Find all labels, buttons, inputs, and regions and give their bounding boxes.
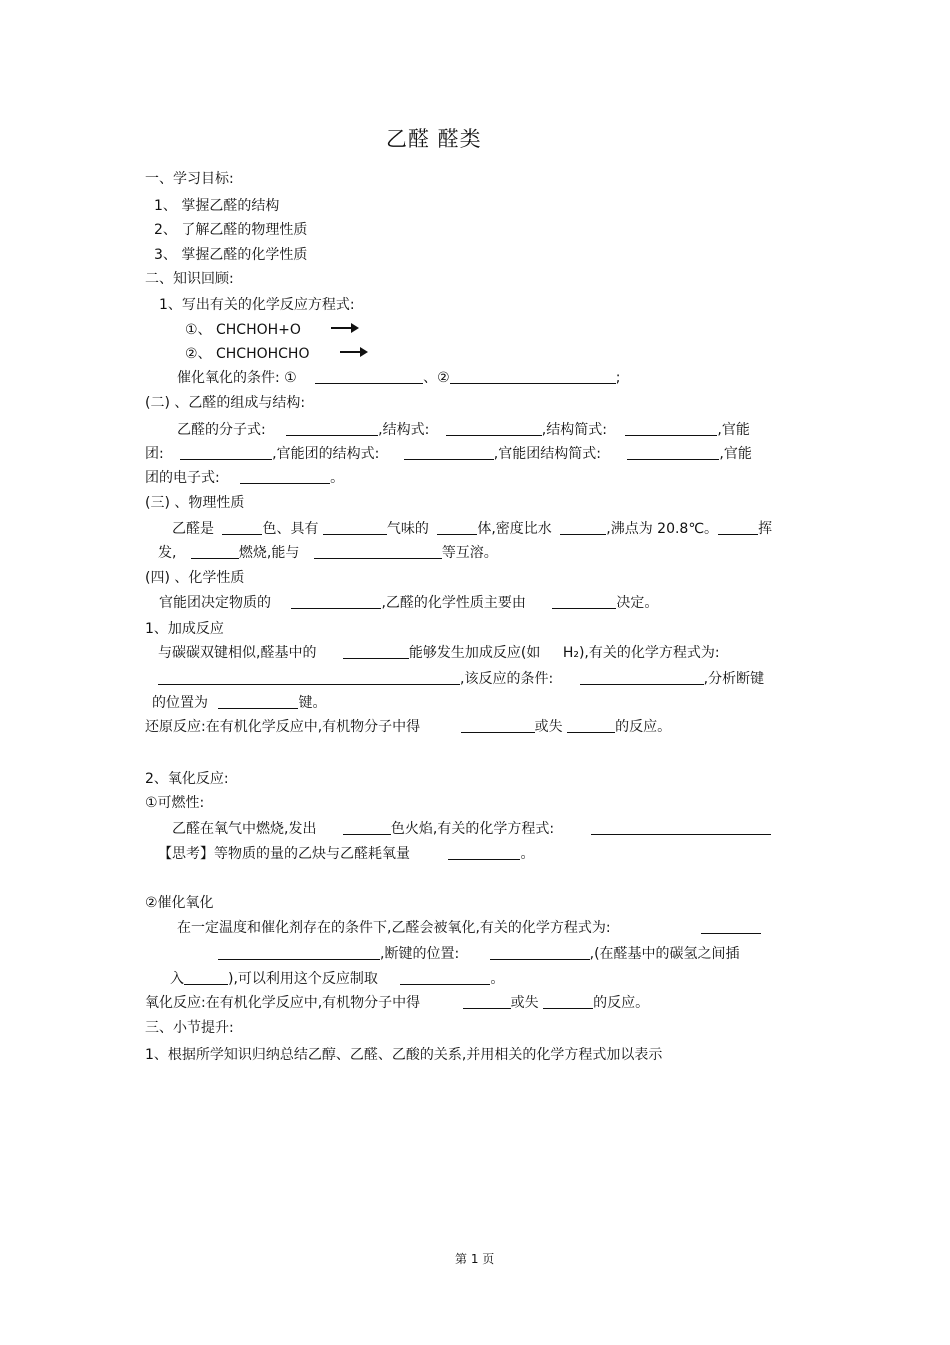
equation-text: ①、 CHCHOH+O	[185, 322, 301, 338]
answer-blank[interactable]	[591, 820, 771, 835]
subsection-heading: 2、氧化反应:	[145, 771, 229, 787]
text: 键。	[298, 695, 327, 711]
text: 乙醛在氧气中燃烧,发出	[172, 821, 317, 837]
answer-blank[interactable]	[218, 694, 298, 709]
answer-blank[interactable]	[461, 718, 535, 733]
addition-line	[158, 670, 764, 688]
text: 乙醛的分子式:	[177, 422, 266, 438]
answer-blank[interactable]	[180, 445, 272, 460]
answer-blank[interactable]	[450, 369, 616, 384]
text: ;	[615, 370, 621, 386]
text: 的反应。	[593, 995, 650, 1011]
text: 或失	[510, 995, 539, 1011]
answer-blank[interactable]	[184, 970, 228, 985]
answer-blank[interactable]	[463, 994, 511, 1009]
text: 发,	[158, 545, 177, 561]
text: ,官能	[719, 446, 752, 462]
text: ),可以利用这个反应制取	[228, 971, 378, 987]
answer-blank[interactable]	[543, 994, 593, 1009]
catalysis-line	[170, 970, 504, 988]
equation-line	[185, 345, 368, 363]
goal-item: 3、 掌握乙醛的化学性质	[154, 247, 308, 263]
answer-blank[interactable]	[718, 520, 758, 535]
reduction-line	[145, 718, 671, 736]
answer-blank[interactable]	[343, 820, 391, 835]
text: 体,密度比水	[477, 521, 552, 537]
question-text: 1、根据所学知识归纳总结乙醇、乙醛、乙酸的关系,并用相关的化学方程式加以表示	[145, 1047, 663, 1063]
subsection-heading: ①可燃性:	[145, 795, 205, 811]
answer-blank[interactable]	[446, 421, 542, 436]
text: ,结构简式:	[541, 422, 607, 438]
text: 或失	[534, 719, 563, 735]
text: 燃烧,能与	[238, 545, 300, 561]
text: 氧化反应:在有机化学反应中,有机物分子中得	[145, 995, 421, 1011]
text: 色、具有	[262, 521, 319, 537]
section-heading: 一、学习目标:	[145, 171, 234, 187]
answer-blank[interactable]	[158, 670, 460, 685]
answer-blank[interactable]	[291, 594, 381, 609]
section-heading: 三、小节提升:	[145, 1020, 234, 1036]
text: ,结构式:	[378, 422, 430, 438]
question-text: 1、写出有关的化学反应方程式:	[159, 297, 355, 313]
text: 。	[520, 846, 535, 862]
answer-blank[interactable]	[560, 520, 606, 535]
structure-line	[177, 421, 750, 439]
answer-blank[interactable]	[567, 718, 615, 733]
answer-blank[interactable]	[701, 919, 761, 934]
text: H₂),有关的化学方程式为:	[562, 645, 720, 661]
text: 的位置为	[152, 695, 208, 711]
combustion-line	[172, 820, 771, 838]
text: 与碳碳双键相似,醛基中的	[158, 645, 317, 661]
answer-blank[interactable]	[490, 945, 590, 960]
answer-blank[interactable]	[315, 369, 423, 384]
goal-item: 2、 了解乙醛的物理性质	[154, 222, 308, 238]
text: 。	[490, 971, 505, 987]
answer-blank[interactable]	[191, 544, 239, 559]
text: ,(在醛基中的碳氢之间插	[589, 946, 740, 962]
answer-blank[interactable]	[580, 670, 704, 685]
section-heading: 二、知识回顾:	[145, 271, 234, 287]
text: 乙醛是	[172, 521, 214, 537]
addition-line	[152, 694, 326, 712]
text: ,断键的位置:	[380, 946, 460, 962]
answer-blank[interactable]	[343, 644, 409, 659]
subsection-heading: (四) 、化学性质	[145, 570, 245, 586]
text: 在一定温度和催化剂存在的条件下,乙醛会被氧化,有关的化学方程式为:	[177, 920, 611, 936]
text: ,分析断键	[703, 671, 765, 687]
answer-blank[interactable]	[240, 469, 330, 484]
equation-line	[185, 321, 359, 339]
arrow-icon	[340, 347, 368, 357]
text: 还原反应:在有机化学反应中,有机物分子中得	[145, 719, 421, 735]
text: ,乙醛的化学性质主要由	[381, 595, 526, 611]
answer-blank[interactable]	[448, 845, 520, 860]
subsection-heading: 1、加成反应	[145, 621, 224, 637]
text: 团:	[145, 446, 164, 462]
catalysis-line	[218, 945, 740, 963]
structure-line	[145, 469, 344, 487]
text: 催化氧化的条件: ①	[177, 370, 297, 386]
text: 等互溶。	[441, 545, 498, 561]
addition-line	[158, 644, 720, 662]
answer-blank[interactable]	[218, 945, 380, 960]
text: 气味的	[386, 521, 429, 537]
condition-line	[177, 369, 620, 387]
answer-blank[interactable]	[400, 970, 490, 985]
text: 官能团决定物质的	[159, 595, 271, 611]
answer-blank[interactable]	[625, 421, 717, 436]
equation-text: ②、 CHCHOHCHO	[185, 346, 310, 362]
text: ,该反应的条件:	[460, 671, 554, 687]
text: ,官能团结构简式:	[493, 446, 601, 462]
text: 、②	[423, 370, 450, 386]
oxidation-line	[145, 994, 649, 1012]
answer-blank[interactable]	[404, 445, 494, 460]
text: 色火焰,有关的化学方程式:	[390, 821, 555, 837]
answer-blank[interactable]	[314, 544, 442, 559]
text: ,官能团的结构式:	[272, 446, 380, 462]
subsection-heading: ②催化氧化	[145, 895, 214, 911]
subsection-heading: (三) 、物理性质	[145, 495, 245, 511]
text: ,官能	[717, 422, 750, 438]
text: ,沸点为 20.8℃。	[606, 521, 719, 537]
text: 团的电子式:	[145, 470, 220, 486]
text: 【思考】等物质的量的乙炔与乙醛耗氧量	[158, 846, 410, 862]
answer-blank[interactable]	[222, 520, 262, 535]
answer-blank[interactable]	[552, 594, 616, 609]
arrow-icon	[331, 323, 359, 333]
physical-line	[158, 544, 498, 562]
text: 能够发生加成反应(如	[408, 645, 541, 661]
answer-blank[interactable]	[323, 520, 387, 535]
answer-blank[interactable]	[286, 421, 378, 436]
answer-blank[interactable]	[437, 520, 477, 535]
answer-blank[interactable]	[627, 445, 719, 460]
goal-item: 1、 掌握乙醛的结构	[154, 198, 280, 214]
page-number: 第 1 页	[455, 1252, 495, 1266]
text: 入	[170, 971, 184, 987]
subsection-heading: (二) 、乙醛的组成与结构:	[145, 395, 306, 411]
text: 。	[330, 470, 345, 486]
catalysis-line	[177, 919, 761, 937]
think-line	[158, 845, 534, 863]
text: 挥	[758, 521, 773, 537]
text: 的反应。	[615, 719, 672, 735]
page-title: 乙醛 醛类	[386, 127, 482, 151]
chemical-line	[159, 594, 658, 612]
structure-line	[145, 445, 752, 463]
physical-line	[172, 520, 772, 538]
text: 决定。	[616, 595, 659, 611]
